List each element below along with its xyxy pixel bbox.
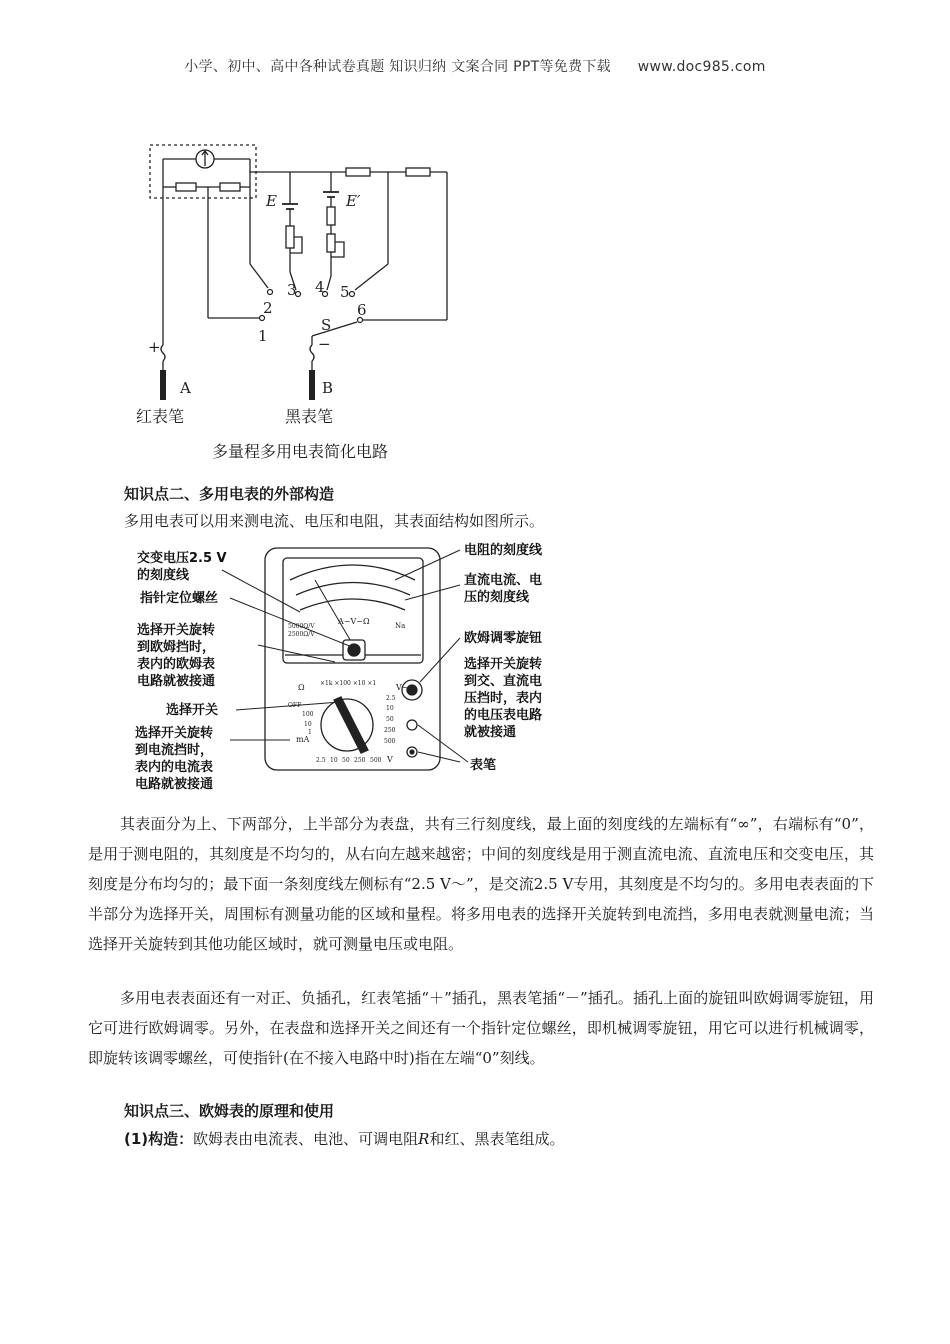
callout-probe: 表笔: [470, 758, 497, 773]
callout-v-sel-5: 就被接通: [464, 725, 517, 740]
callout-cur-sel-4: 电路就被接通: [135, 777, 214, 792]
label-3: 3: [287, 281, 297, 299]
callout-v-sel-3: 压挡时，表内: [464, 691, 543, 706]
circuit-diagram: [0, 0, 950, 470]
callout-ohm-adj: 欧姆调零旋钮: [464, 631, 543, 646]
contact-2: [268, 290, 273, 295]
vac-50: 50: [386, 716, 394, 723]
contact-5: [350, 292, 355, 297]
callout-ohm-sel-4: 电路就被接通: [137, 674, 216, 689]
item1-text: 欧姆表由电流表、电池、可调电阻: [193, 1130, 419, 1148]
callout-cur-sel-1: 选择开关旋转: [135, 726, 214, 741]
label-B: B: [322, 379, 334, 397]
item1-label: (1)构造：: [124, 1130, 194, 1148]
dial-sub2: 2500Ω/V: [288, 631, 315, 638]
v-250: 250: [354, 757, 366, 764]
red-probe: [160, 370, 166, 400]
off-label: OFF: [288, 702, 302, 709]
black-probe: [309, 370, 315, 400]
header-text: 小学、初中、高中各种试卷真题 知识归纳 文案合同 PPT等免费下载: [184, 59, 611, 75]
multimeter-diagram: [0, 540, 950, 800]
callout-cur-sel-3: 表内的电流表: [135, 760, 214, 775]
vac-2.5: 2.5: [386, 695, 396, 702]
label-E: E: [266, 192, 277, 210]
label-plus: +: [148, 338, 161, 356]
callout-ac25-1: 交变电压2.5 V: [137, 551, 227, 566]
na-label: Na: [395, 622, 406, 630]
callout-v-sel-1: 选择开关旋转: [464, 657, 543, 672]
item1-var: R: [418, 1130, 430, 1148]
section3-item1: [124, 1128, 564, 1149]
ohm-ranges: ×1k ×100 ×10 ×1: [320, 680, 377, 687]
callout-v-sel-2: 到交、直流电: [464, 674, 543, 689]
jack-plus: [407, 720, 417, 730]
vac-10: 10: [386, 705, 394, 712]
label-S: S: [321, 316, 332, 334]
callout-cur-sel-2: 到电流挡时，: [135, 743, 214, 758]
selector-pointer: [334, 697, 368, 753]
ma-1: 1: [308, 729, 312, 736]
series-resistor-1: [346, 168, 370, 176]
label-4: 4: [315, 278, 325, 296]
resistor-e2: [327, 207, 335, 225]
callout-ohm-sel-3: 表内的欧姆表: [137, 657, 216, 672]
section2-heading: 知识点二、多用电表的外部构造: [124, 485, 335, 503]
v-2.5: 2.5: [316, 757, 326, 764]
ma-label: mA: [296, 735, 310, 744]
callout-ac25-2: 的刻度线: [137, 568, 190, 583]
callout-res-scale: 电阻的刻度线: [464, 543, 543, 558]
black-probe-label: 黑表笔: [285, 407, 334, 426]
header-url: www.doc985.com: [637, 59, 766, 75]
vac-500: 500: [384, 738, 396, 745]
body-paragraph-2: 多用电表表面还有一对正、负插孔，红表笔插“＋”插孔，黑表笔插“－”插孔。插孔上面的旋钮叫欧姆调零旋钮，用它可进行欧姆调零。另外，在表盘和选择开关之间还有一个指针定位螺丝，即机械调零旋钮，用它可以进行机械调零，即旋转该调零螺丝，可使指针(在不接入电路中时)指在左端“0”刻线。: [88, 989, 874, 1067]
red-probe-label: 红表笔: [136, 407, 185, 426]
v-10: 10: [330, 757, 338, 764]
shunt-resistor-2: [220, 183, 240, 191]
label-6: 6: [357, 301, 367, 319]
dial-sub1: 5000Ω/V: [288, 623, 315, 630]
callout-zero-screw: 指针定位螺丝: [140, 591, 219, 606]
section3-heading: 知识点三、欧姆表的原理和使用: [124, 1102, 335, 1120]
v-label: V: [387, 755, 393, 764]
callout-dc-scale-1: 直流电流、电: [464, 573, 543, 588]
body-paragraph-1: 其表面分为上、下两部分，上半部分为表盘，共有三行刻度线，最上面的刻度线的左端标有“∞”，右端标有“0”，是用于测电阻的，其刻度是不均匀的，从右向左越来越密；中间的刻度线是用于测直流电流、直流电压和交变电压，其刻度是分布均匀的；最下面一条刻度线左侧标有“2.5 V～”，是交流2.5 V专用，其刻度是不均匀的。多用电表表面的下半部分为选择开关，周围标有测量功能的区域和量程。将多用电表的选择开关旋转到电流挡，多用电表就测量电流；当选择开关旋转到其他功能区域时，就可测量电压或电阻。: [88, 815, 874, 953]
callout-selector: 选择开关: [166, 703, 219, 718]
ma-10: 10: [304, 721, 312, 728]
shunt-resistor-1: [176, 183, 196, 191]
vac-250: 250: [384, 727, 396, 734]
item1-tail: 和红、黑表笔组成。: [429, 1130, 565, 1148]
v-500: 500: [370, 757, 382, 764]
resistance-scale: [290, 565, 415, 580]
v-ac-label: V~: [396, 683, 409, 692]
series-resistor-2: [406, 168, 430, 176]
section2-intro: 多用电表可以用来测电流、电压和电阻，其表面结构如图所示。: [124, 512, 545, 530]
ma-100: 100: [302, 711, 314, 718]
label-minus: −: [318, 335, 331, 353]
callout-dc-scale-2: 压的刻度线: [464, 590, 530, 605]
dc-scale: [296, 583, 410, 596]
omega-label: Ω: [298, 683, 305, 692]
callout-v-sel-4: 的电压表电路: [464, 708, 543, 723]
callout-ohm-sel-1: 选择开关旋转: [137, 623, 216, 638]
avo-label: A−V−Ω: [338, 617, 370, 626]
label-1: 1: [258, 327, 268, 345]
ac-scale: [300, 599, 405, 610]
callout-ohm-sel-2: 到欧姆挡时，: [137, 640, 216, 655]
label-5: 5: [340, 283, 350, 301]
circuit-caption: 多量程多用电表简化电路: [212, 442, 389, 461]
rheostat-2: [327, 234, 335, 252]
label-A: A: [180, 379, 191, 397]
label-E2: E′: [346, 192, 361, 210]
rheostat-1: [286, 226, 294, 248]
label-2: 2: [263, 299, 273, 317]
v-50: 50: [342, 757, 350, 764]
